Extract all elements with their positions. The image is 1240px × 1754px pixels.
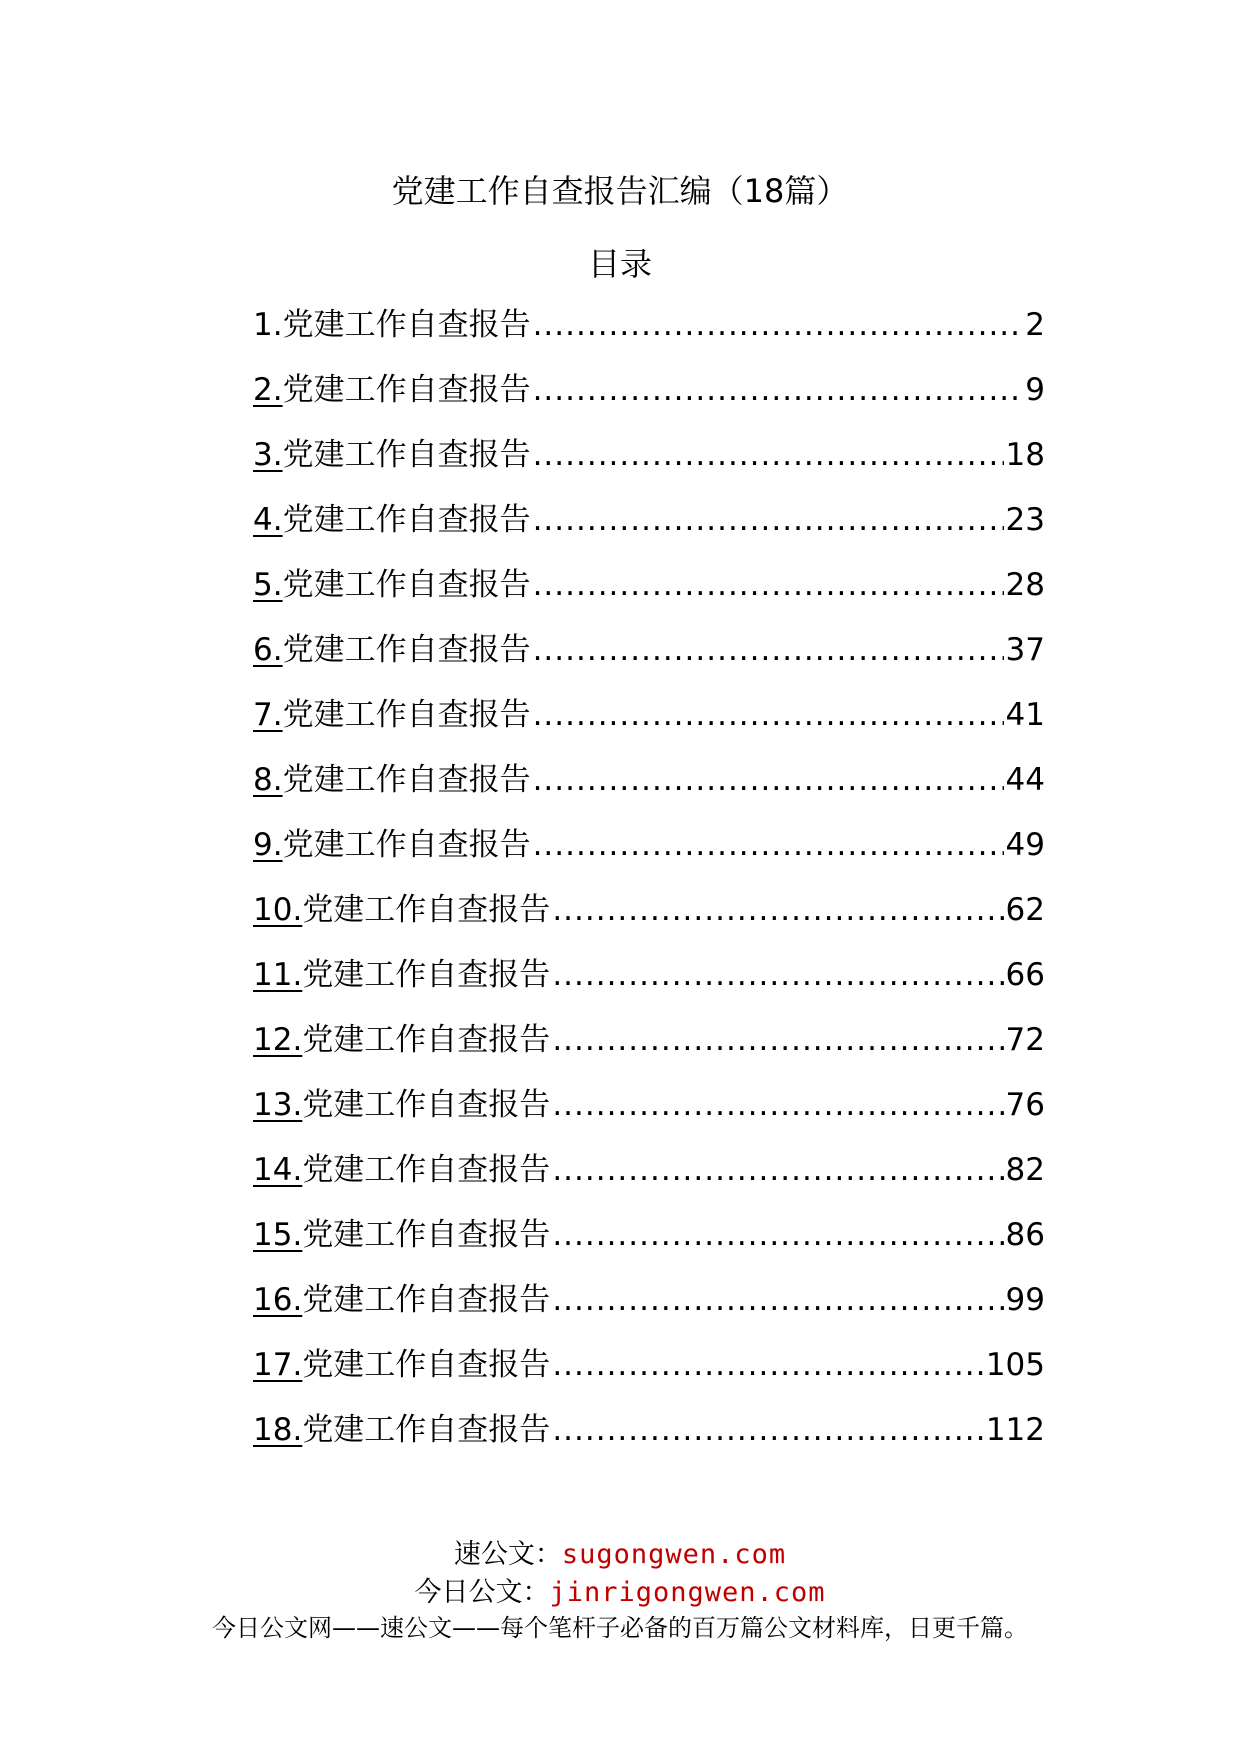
toc-entry-title: 党建工作自查报告 xyxy=(282,437,531,473)
toc-entry[interactable] xyxy=(253,1018,1045,1083)
table-of-contents xyxy=(253,303,1045,1473)
toc-entry-number: 11. xyxy=(253,957,303,993)
toc-dot-leader xyxy=(552,953,1003,997)
toc-entry-title: 党建工作自查报告 xyxy=(302,1412,551,1448)
document-title: 党建工作自查报告汇编（18篇） xyxy=(391,172,849,210)
toc-dot-leader xyxy=(552,1343,984,1387)
toc-entry-page-number: 82 xyxy=(1005,1152,1045,1188)
toc-entry[interactable] xyxy=(253,628,1045,693)
footer-slogan: 今日公文网——速公文——每个笔杆子必备的百万篇公文材料库，日更千篇。 xyxy=(212,1614,1028,1642)
toc-entry-page-number: 66 xyxy=(1005,957,1045,993)
toc-entry-number: 16. xyxy=(253,1282,303,1318)
toc-dot-leader xyxy=(533,823,1004,867)
footer-jinrigongwen xyxy=(0,1575,1240,1611)
toc-entry[interactable] xyxy=(253,953,1045,1018)
toc-entry-title: 党建工作自查报告 xyxy=(282,502,531,538)
toc-entry-title: 党建工作自查报告 xyxy=(302,1152,551,1188)
toc-entry-number: 2. xyxy=(253,372,283,408)
toc-dot-leader xyxy=(552,888,1003,932)
toc-dot-leader xyxy=(533,563,1004,607)
toc-dot-leader xyxy=(552,1083,1003,1127)
toc-entry-title: 党建工作自查报告 xyxy=(302,892,551,928)
toc-entry-title: 党建工作自查报告 xyxy=(302,1347,551,1383)
toc-dot-leader xyxy=(533,303,1024,347)
toc-entry-number: 8. xyxy=(253,762,283,798)
toc-entry-page-number: 2 xyxy=(1025,307,1045,343)
toc-dot-leader xyxy=(552,1278,1003,1322)
toc-dot-leader xyxy=(533,758,1004,802)
toc-entry-title: 党建工作自查报告 xyxy=(282,697,531,733)
toc-entry[interactable] xyxy=(253,368,1045,433)
toc-entry-title: 党建工作自查报告 xyxy=(302,1217,551,1253)
toc-entry-page-number: 9 xyxy=(1025,372,1045,408)
toc-entry-page-number: 62 xyxy=(1005,892,1045,928)
toc-entry-title: 党建工作自查报告 xyxy=(302,1087,551,1123)
footer-sugongwen xyxy=(0,1537,1240,1573)
toc-entry-number: 14. xyxy=(253,1152,303,1188)
toc-entry-page-number: 41 xyxy=(1005,697,1045,733)
toc-entry-number: 1. xyxy=(253,307,283,343)
toc-entry-title: 党建工作自查报告 xyxy=(302,1022,551,1058)
toc-dot-leader xyxy=(533,498,1004,542)
toc-entry-page-number: 112 xyxy=(985,1412,1045,1448)
toc-entry-number: 5. xyxy=(253,567,283,603)
toc-dot-leader xyxy=(552,1213,1003,1257)
toc-entry-number: 15. xyxy=(253,1217,303,1253)
toc-dot-leader xyxy=(533,433,1004,477)
toc-entry-page-number: 86 xyxy=(1005,1217,1045,1253)
toc-dot-leader xyxy=(552,1018,1003,1062)
footer-jinrigongwen-label: 今日公文： xyxy=(414,1577,550,1608)
footer-jinrigongwen-link[interactable]: jinrigongwen.com xyxy=(549,1577,826,1608)
toc-dot-leader xyxy=(552,1408,984,1452)
toc-entry[interactable] xyxy=(253,1213,1045,1278)
toc-entry-number: 17. xyxy=(253,1347,303,1383)
toc-entry-number: 6. xyxy=(253,632,283,668)
footer-sugongwen-label: 速公文： xyxy=(453,1539,562,1570)
toc-entry[interactable] xyxy=(253,1148,1045,1213)
toc-dot-leader xyxy=(552,1148,1003,1192)
toc-entry[interactable] xyxy=(253,1343,1045,1408)
toc-entry[interactable] xyxy=(253,888,1045,953)
toc-entry-number: 10. xyxy=(253,892,303,928)
toc-entry[interactable] xyxy=(253,563,1045,628)
toc-entry-page-number: 28 xyxy=(1005,567,1045,603)
toc-entry-number: 9. xyxy=(253,827,283,863)
toc-entry-page-number: 23 xyxy=(1005,502,1045,538)
toc-entry-title: 党建工作自查报告 xyxy=(282,762,531,798)
toc-entry[interactable] xyxy=(253,823,1045,888)
toc-entry[interactable] xyxy=(253,1408,1045,1473)
toc-entry[interactable] xyxy=(253,433,1045,498)
footer-sugongwen-link[interactable]: sugongwen.com xyxy=(561,1539,787,1570)
toc-dot-leader xyxy=(533,368,1024,412)
toc-entry-title: 党建工作自查报告 xyxy=(282,307,531,343)
toc-entry-title: 党建工作自查报告 xyxy=(302,957,551,993)
toc-entry[interactable] xyxy=(253,1083,1045,1148)
toc-entry-title: 党建工作自查报告 xyxy=(282,632,531,668)
toc-heading: 目录 xyxy=(587,245,652,283)
toc-dot-leader xyxy=(533,693,1004,737)
toc-entry-title: 党建工作自查报告 xyxy=(282,827,531,863)
toc-entry-page-number: 76 xyxy=(1005,1087,1045,1123)
toc-entry-title: 党建工作自查报告 xyxy=(282,567,531,603)
toc-entry-page-number: 105 xyxy=(985,1347,1045,1383)
toc-entry-title: 党建工作自查报告 xyxy=(282,372,531,408)
toc-entry[interactable] xyxy=(253,693,1045,758)
toc-entry[interactable] xyxy=(253,1278,1045,1343)
toc-entry-page-number: 99 xyxy=(1005,1282,1045,1318)
toc-entry-number: 13. xyxy=(253,1087,303,1123)
toc-entry-page-number: 18 xyxy=(1005,437,1045,473)
toc-entry-page-number: 49 xyxy=(1005,827,1045,863)
toc-entry-number: 12. xyxy=(253,1022,303,1058)
toc-entry-number: 7. xyxy=(253,697,283,733)
toc-entry-page-number: 72 xyxy=(1005,1022,1045,1058)
toc-entry-number: 4. xyxy=(253,502,283,538)
toc-entry-number: 3. xyxy=(253,437,283,473)
toc-entry[interactable] xyxy=(253,758,1045,823)
toc-entry-page-number: 44 xyxy=(1005,762,1045,798)
toc-entry-page-number: 37 xyxy=(1005,632,1045,668)
toc-dot-leader xyxy=(533,628,1004,672)
toc-entry[interactable] xyxy=(253,498,1045,563)
toc-entry-title: 党建工作自查报告 xyxy=(302,1282,551,1318)
toc-entry-number: 18. xyxy=(253,1412,303,1448)
toc-entry[interactable] xyxy=(253,303,1045,368)
